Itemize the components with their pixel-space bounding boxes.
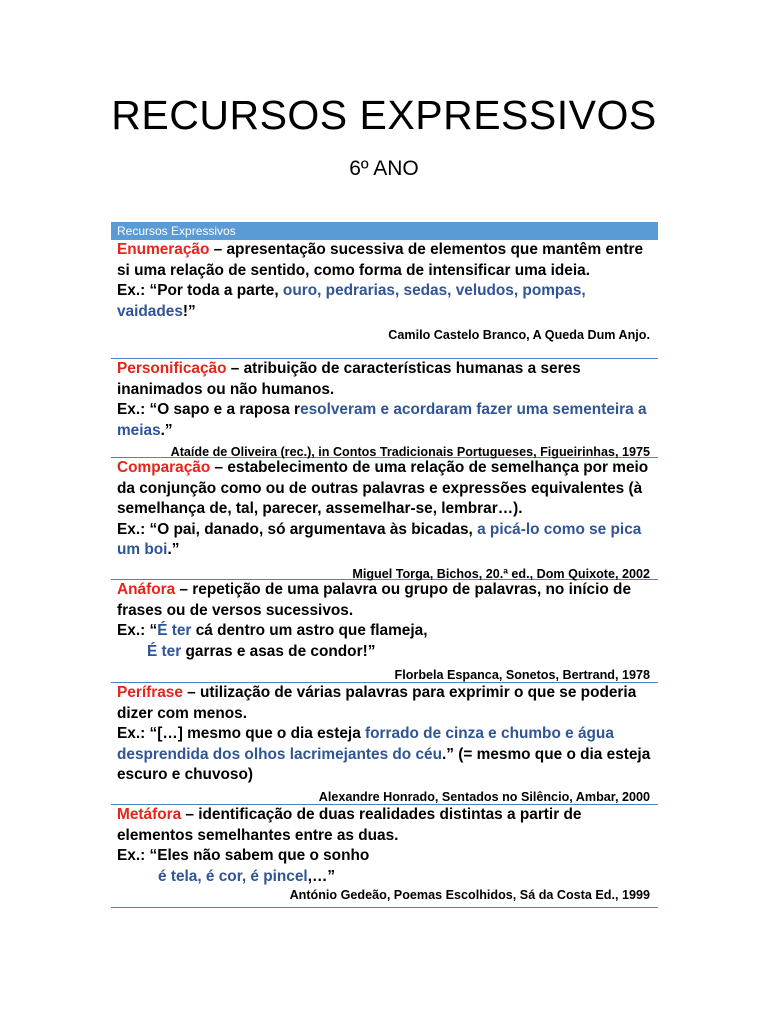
entry-metafora: [111, 805, 658, 908]
entry-text: [117, 240, 652, 322]
entry-term: Metáfora: [117, 806, 182, 823]
example-prefix: Ex.: “Por toda a parte,: [117, 282, 283, 299]
entry-anafora: [111, 580, 658, 683]
example-suffix: ,…”: [307, 867, 336, 885]
page-subtitle: 6º ANO: [349, 157, 419, 180]
entry-definition: – repetição de uma palavra ou grupo de palavras, no início de frases ou de versos sucessivos.: [117, 581, 632, 619]
example-suffix: .”: [167, 541, 180, 558]
entry-comparacao: [111, 458, 658, 580]
example-highlight: é tela, é cor, é pincel: [158, 867, 308, 885]
entry-personificacao: [111, 359, 658, 458]
entry-definition: – utilização de várias palavras para exprimir o que se poderia dizer com menos.: [117, 684, 637, 722]
entry-source: Miguel Torga, Bichos, 20.ª ed., Dom Quixote, 2002: [352, 566, 650, 581]
example-suffix: !”: [182, 302, 196, 320]
entry-text: [117, 580, 652, 662]
example-highlight: forrado de cinza e chumbo e água desprendida dos olhos lacrimejantes do céu: [117, 725, 614, 763]
entry-source: Florbela Espanca, Sonetos, Bertrand, 1978: [394, 668, 650, 682]
example-prefix: Ex.: “O pai, danado, só argumentava às bicadas,: [117, 520, 478, 538]
page-title: RECURSOS EXPRESSIVOS: [111, 92, 657, 138]
entry-term: Comparação: [117, 459, 211, 476]
example-prefix: Ex.: “: [117, 622, 158, 639]
entry-source: Ataíde de Oliveira (rec.), in Contos Tradicionais Portugueses, Figueirinhas, 1975: [170, 445, 650, 459]
entry-text: [117, 805, 652, 887]
example-highlight: a picá-lo como se pica um boi: [117, 520, 642, 558]
entry-source: Camilo Castelo Branco, A Queda Dum Anjo.: [388, 328, 650, 342]
example-suffix-2: garras e asas de condor!”: [181, 642, 376, 660]
entry-text: [117, 359, 652, 441]
entry-term: Perífrase: [117, 684, 183, 701]
entry-definition: – apresentação sucessiva de elementos que mantêm entre si uma relação de sentido, como forma de intensificar uma ideia.: [117, 241, 644, 279]
example-highlight-2: É ter: [147, 642, 182, 660]
example-prefix: Ex.: “O sapo e a raposa r: [117, 401, 301, 418]
example-highlight: É ter: [157, 622, 192, 639]
entry-definition: – estabelecimento de uma relação de semelhança por meio da conjunção como ou de outras palavras e expressões equivalentes (à semelhança de, tal, parecer, assemelhar-se, lembrar…).: [117, 459, 649, 517]
entry-perifrase: [111, 683, 658, 805]
entry-term: Enumeração: [117, 241, 210, 258]
example-prefix: Ex.: “[…] mesmo que o dia esteja: [117, 725, 366, 742]
entry-term: Personificação: [117, 360, 227, 377]
example-suffix: .”: [160, 421, 173, 439]
expressive-resources-table: [111, 222, 658, 908]
entry-source: António Gedeão, Poemas Escolhidos, Sá da Costa Ed., 1999: [289, 888, 650, 902]
entry-definition: – atribuição de características humanas a seres inanimados ou não humanos.: [117, 360, 581, 398]
entry-text: [117, 458, 652, 561]
table-header: Recursos Expressivos: [111, 222, 658, 240]
entry-source: Alexandre Honrado, Sentados no Silêncio, Ambar, 2000: [318, 789, 650, 804]
entry-definition: – identificação de duas realidades distintas a partir de elementos semelhantes entre as duas.: [117, 806, 582, 844]
example-highlight: esolveram e acordaram fazer uma sementeira a meias: [117, 401, 647, 439]
example-highlight: ouro, pedrarias, sedas, veludos, pompas, vaidades: [117, 282, 586, 320]
example-line: Ex.: “Eles não sabem que o sonho: [117, 847, 370, 864]
example-suffix: .” (= mesmo que o dia esteja escuro e chuvoso): [117, 745, 651, 783]
example-suffix: cá dentro um astro que flameja,: [191, 622, 428, 639]
entry-term: Anáfora: [117, 581, 176, 598]
entry-text: [117, 683, 652, 786]
entry-enumeracao: [111, 240, 658, 359]
